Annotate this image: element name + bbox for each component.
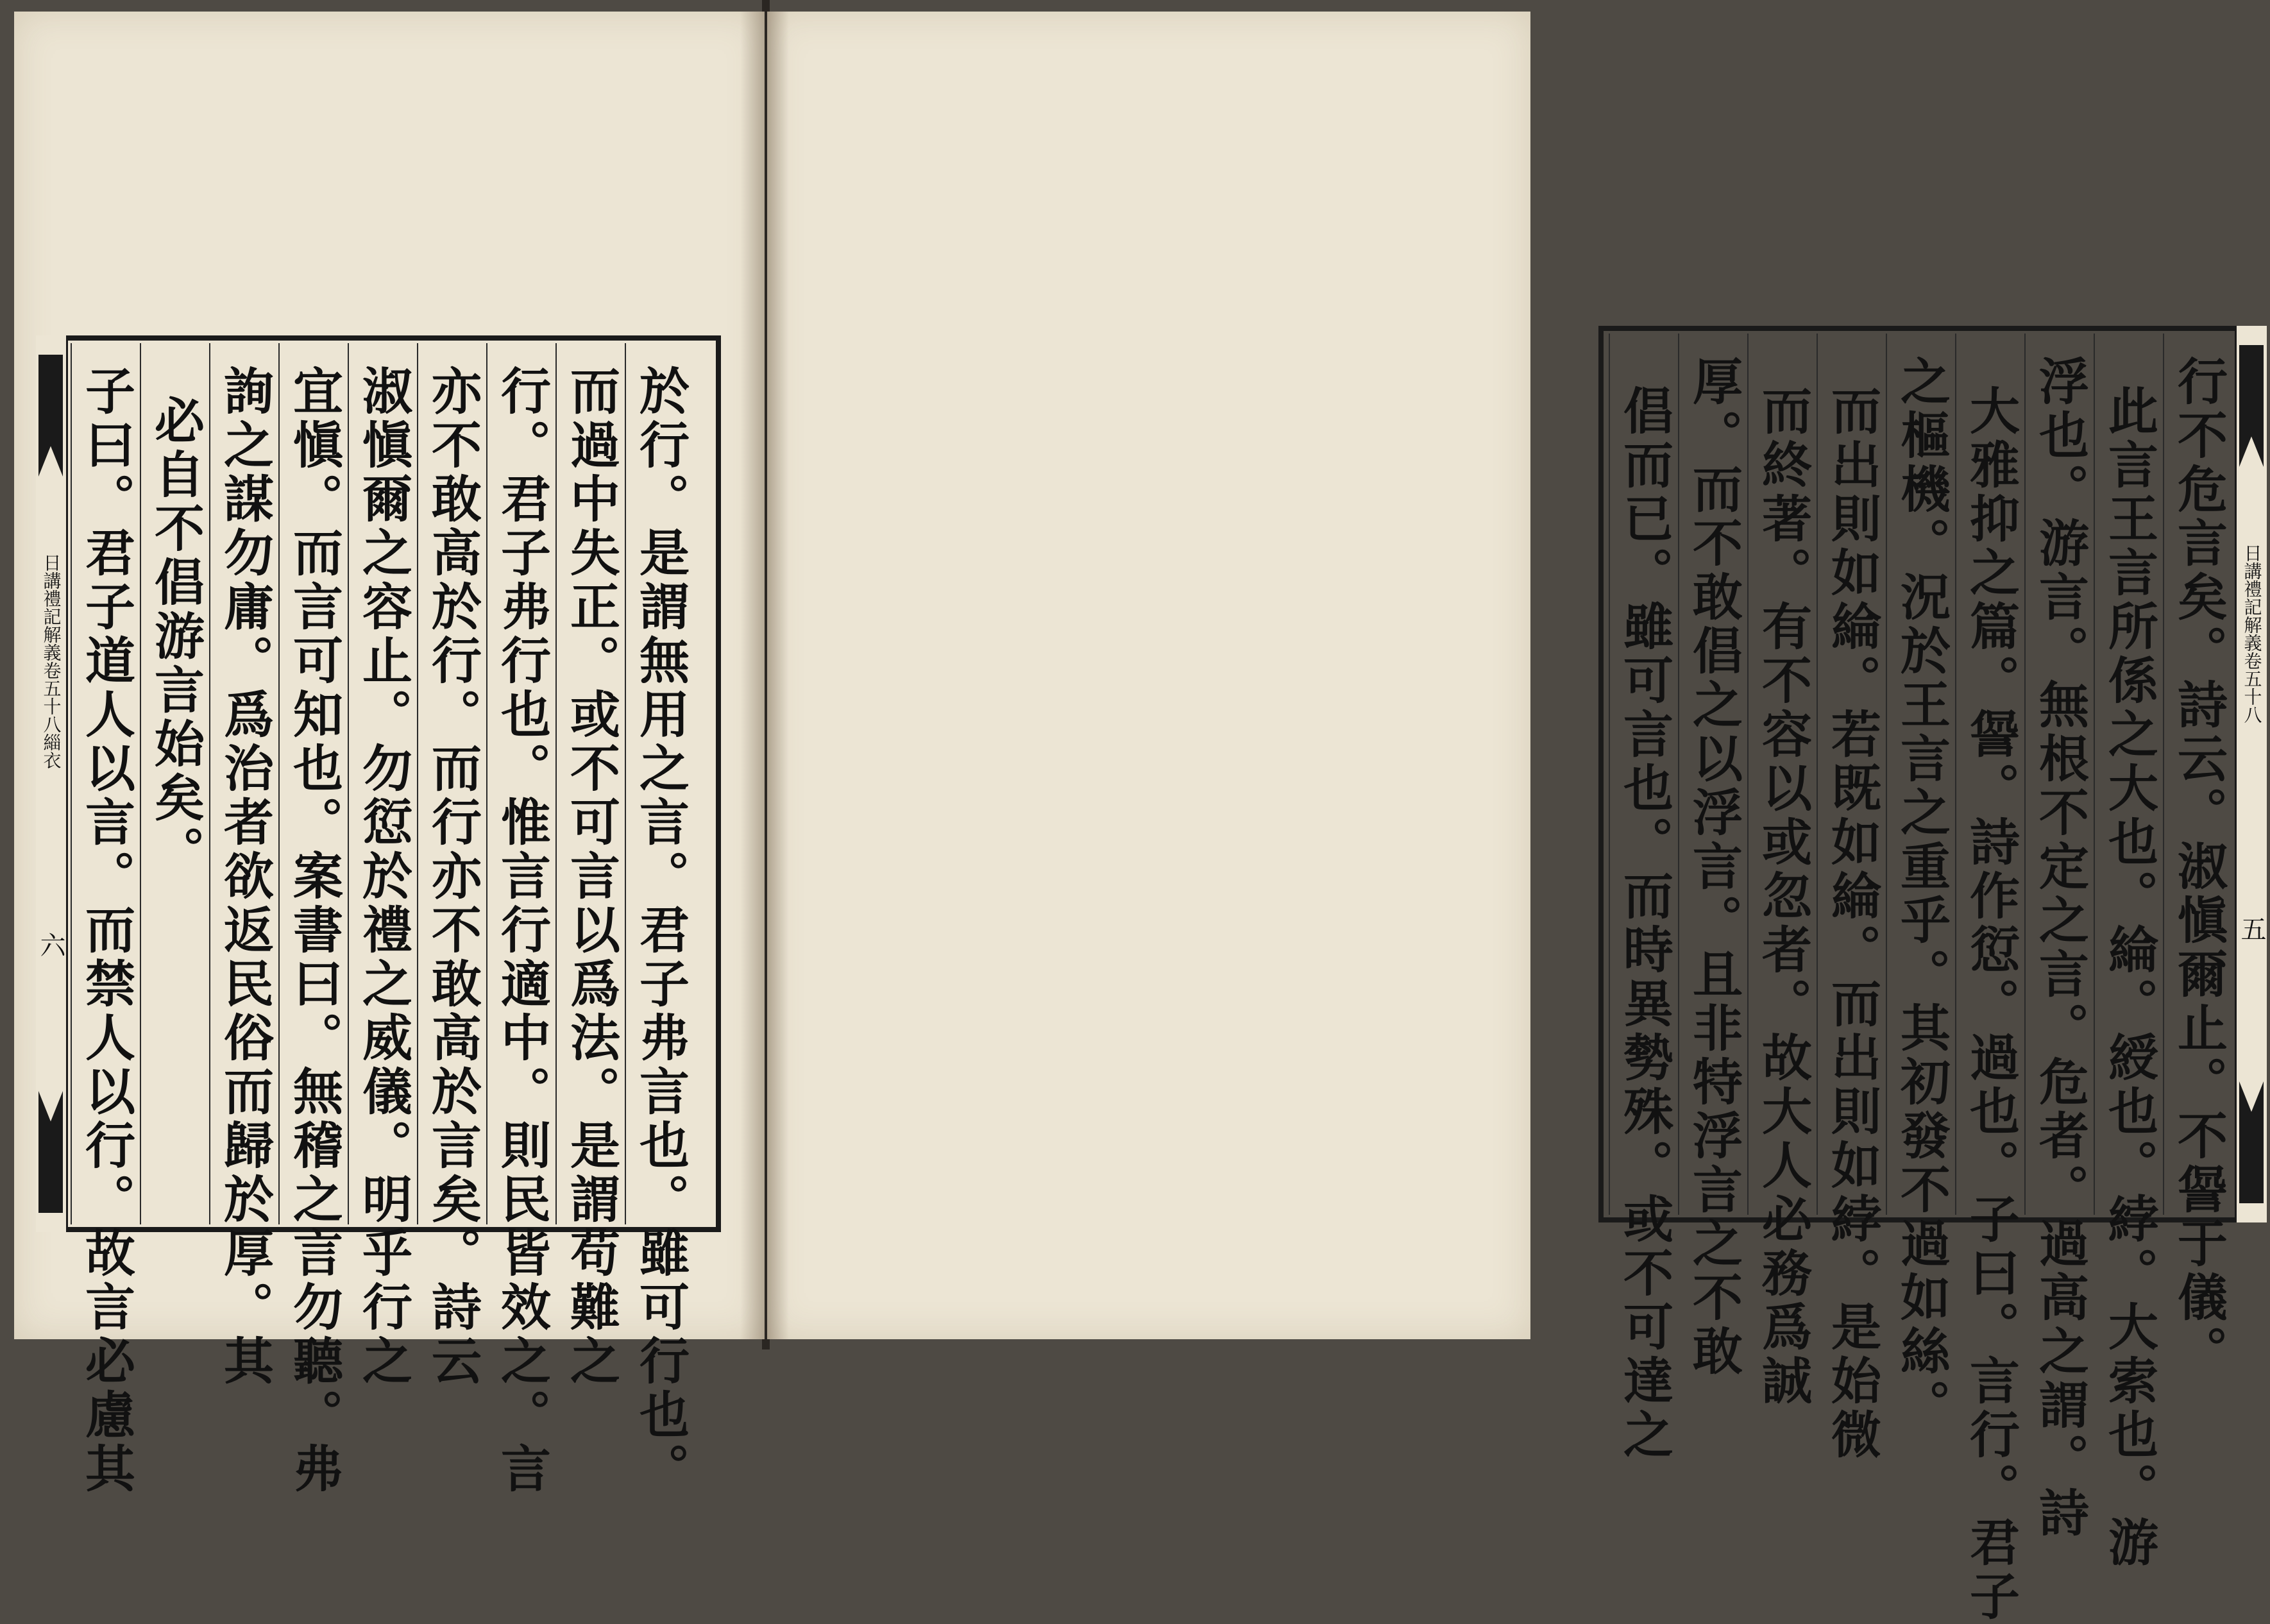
text-column [1955, 334, 2024, 1624]
text-column [2163, 334, 2232, 1379]
column-text: 宜愼。而言可知也。案書曰。無稽之言勿聽。弗 [285, 365, 343, 1496]
column-text: 而終著。有不容以或忽者。故大人必務爲誠 [1754, 385, 1812, 1408]
text-column [71, 343, 140, 1496]
column-text: 厚。而不敢倡之以浮言。且非特浮言之不敢 [1684, 355, 1743, 1379]
text-column [417, 343, 486, 1389]
left-page [14, 12, 765, 1496]
column-text: 亦不敢高於行。而行亦不敢高於言矣。詩云 [423, 365, 482, 1389]
text-column [486, 343, 555, 1496]
text-column [140, 343, 209, 1224]
fishtail-top-icon [2239, 345, 2264, 467]
column-text: 必自不倡游言始矣。 [146, 394, 205, 879]
text-column [278, 343, 348, 1496]
text-column [625, 343, 694, 1496]
column-text: 大雅抑之篇。諐。詩作愆。過也。子曰。言行。君子 [1961, 385, 2020, 1624]
text-column [1747, 334, 1817, 1408]
column-text: 於行。是謂無用之言。君子弗言也。雖可行也。 [631, 365, 690, 1496]
column-text: 詢之謀勿庸。爲治者欲返民俗而歸於厚。其 [216, 365, 274, 1389]
column-text: 子曰。君子道人以言。而禁人以行。故言必慮其 [77, 365, 135, 1496]
text-column [2094, 334, 2163, 1570]
column-text: 而過中失正。或不可言以爲法。是謂苟難之 [562, 365, 620, 1389]
right-folio-number: 五 [2237, 916, 2266, 942]
right-banxin-title: 日講禮記解義卷五十八 [2241, 544, 2263, 723]
left-text-frame [36, 335, 721, 1496]
column-text: 行。君子弗行也。惟言行適中。則民皆效之。言 [493, 365, 551, 1496]
column-text: 行不危言矣。詩云。淑愼爾止。不諐于儀。 [2169, 355, 2228, 1379]
left-folio-number: 六 [36, 932, 65, 958]
left-banxin-title: 日講禮記解義卷五十八緇衣 [40, 554, 62, 769]
fishtail-top-icon [38, 355, 63, 477]
text-column [2024, 334, 2094, 1541]
column-text: 倡而已。雖可言也。而時異勢殊。或不可達之 [1615, 385, 1673, 1462]
left-banxin [36, 335, 68, 1232]
column-text: 此言王言所係之大也。綸。綬也。綍。大索也。游 [2100, 385, 2158, 1570]
fishtail-bottom-icon [2239, 1081, 2264, 1203]
fishtail-bottom-icon [38, 1091, 63, 1213]
left-text-columns [71, 343, 694, 1496]
column-text: 淑愼爾之容止。勿愆於禮之威儀。明乎行之 [354, 365, 412, 1389]
text-column [209, 343, 278, 1389]
right-page [767, 12, 2266, 1624]
right-text-frame [1598, 326, 2267, 1624]
column-text: 浮也。游言。無根不定之言。危者。過高之謂。詩 [2031, 355, 2089, 1541]
text-column [348, 343, 417, 1389]
column-text: 而出則如綸。若既如綸。而出則如綍。是始微 [1823, 385, 1881, 1462]
right-banxin [2235, 326, 2267, 1222]
text-column [1817, 334, 1886, 1462]
text-column [555, 343, 625, 1389]
text-column [1886, 334, 1955, 1433]
column-text: 之樞機。況於王言之重乎。其初發不過如絲。 [1892, 355, 1951, 1433]
text-column [1609, 334, 1678, 1462]
text-column [1678, 334, 1747, 1379]
right-text-columns [1609, 334, 2232, 1624]
